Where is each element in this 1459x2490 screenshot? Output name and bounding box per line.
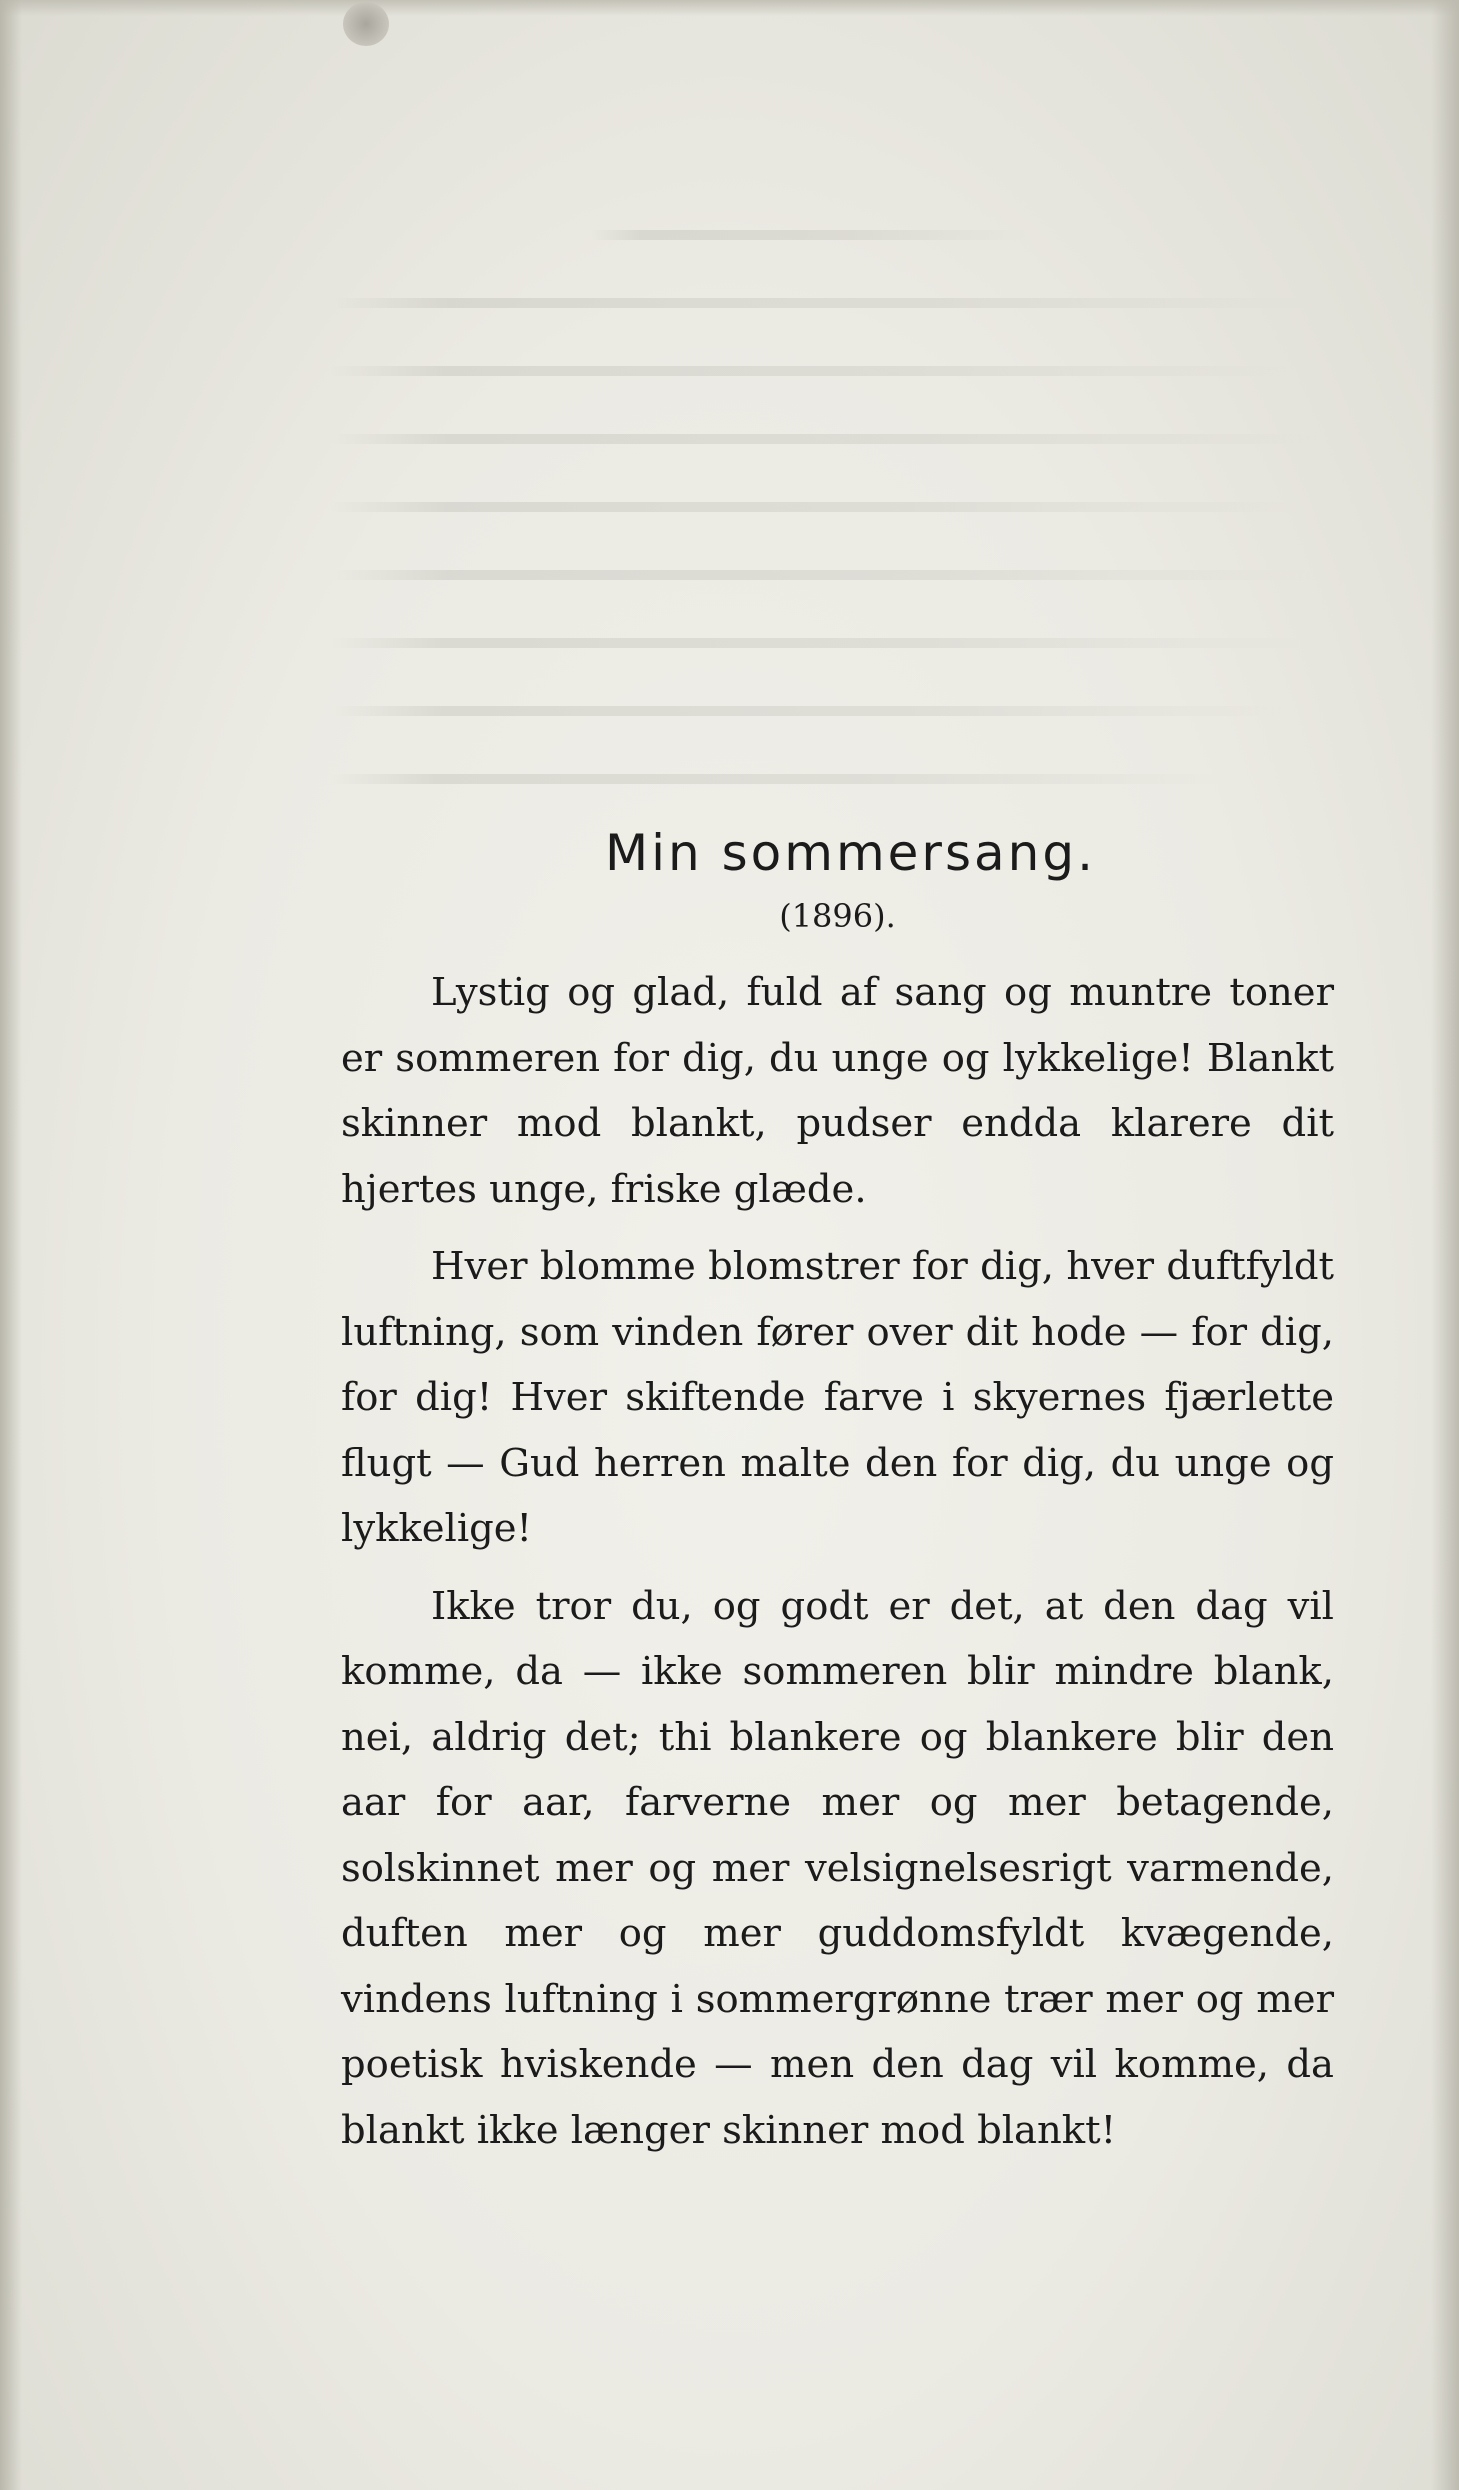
- paragraph-3: Ikke tror du, og godt er det, at den dag vil komme, da — ikke sommeren blir mindre blank, nei, aldrig det; thi blankere og blankere blir den aar for aar, farverne mer og mer betagende, solskinnet mer og mer velsignelsesrigt varmende, duften mer og mer guddomsfyldt kvægende, vindens luftning i sommergrønne trær mer og mer poetisk hviskende — men den dag vil komme, da blankt ikke længer skinner mod blankt!: [341, 1583, 1334, 2153]
- binding-hole-mark: [343, 2, 389, 46]
- page-edge-left: [0, 0, 22, 2490]
- bleed-through-text: [330, 230, 1330, 842]
- paragraph-2: Hver blomme blomstrer for dig, hver duftfyldt luftning, som vinden fører over dit hode — for dig, for dig! Hver skiftende farve i skyernes fjærlette flugt — Gud herren malte den for dig, du unge og lykkelige!: [341, 1244, 1334, 1551]
- page-title: Min sommersang.: [605, 824, 1096, 882]
- page-edge-right: [1431, 0, 1459, 2490]
- year-subtitle: (1896).: [779, 897, 896, 935]
- page-edge-top: [0, 0, 1459, 16]
- page-content: [341, 820, 1334, 2163]
- paragraph-1: Lystig og glad, fuld af sang og muntre toner er sommeren for dig, du unge og lykkelige! Blankt skinner mod blankt, pudser endda klarere dit hjertes unge, friske glæde.: [341, 970, 1334, 1212]
